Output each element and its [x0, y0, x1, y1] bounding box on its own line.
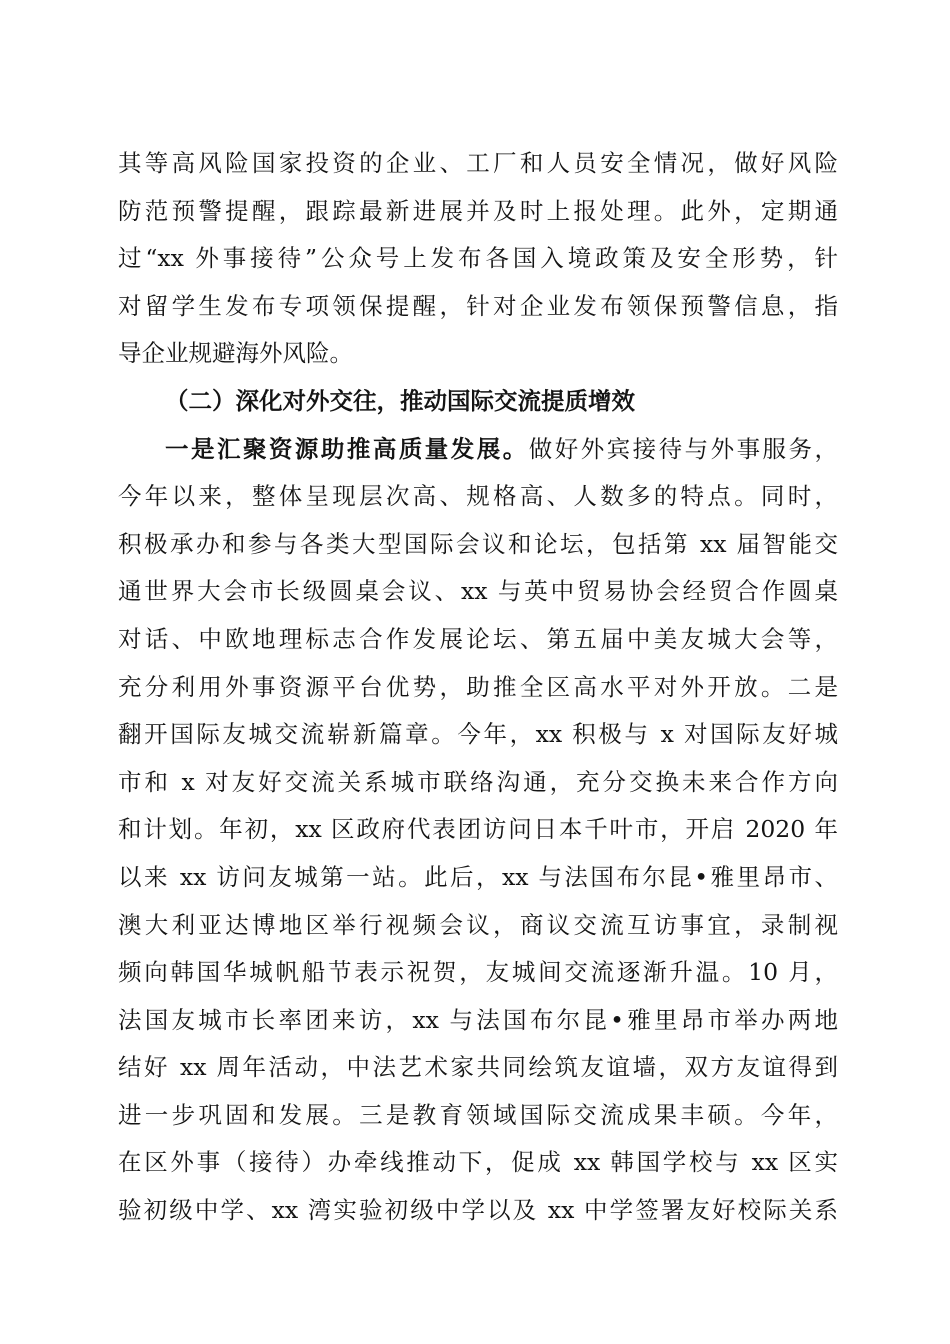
document-body: [118, 140, 838, 1235]
text-line: 以来 xx 访问友城第一站。此后，xx 与法国布尔昆•雅里昂市、: [118, 862, 838, 891]
text-line: 在区外事（接待）办牵线推动下，促成 xx 韩国学校与 xx 区实: [118, 1148, 838, 1177]
paragraph-lead-rest: 做好外宾接待与外事服务，: [528, 434, 839, 463]
text-line: 积极承办和参与各类大型国际会议和论坛，包括第 xx 届智能交: [118, 529, 838, 558]
text-line: 频向韩国华城帆船节表示祝贺，友城间交流逐渐升温。10 月，: [118, 958, 838, 987]
text-line: 通世界大会市长级圆桌会议、xx 与英中贸易协会经贸合作圆桌: [118, 577, 838, 606]
text-line: 过“xx 外事接待”公众号上发布各国入境政策及安全形势，针: [118, 244, 838, 273]
text-line: 澳大利亚达博地区举行视频会议，商议交流互访事宜，录制视: [118, 910, 838, 939]
text-line: 防范预警提醒，跟踪最新进展并及时上报处理。此外，定期通: [118, 196, 838, 225]
text-line: 和计划。年初，xx 区政府代表团访问日本千叶市，开启 2020 年: [118, 815, 838, 844]
text-line: 进一步巩固和发展。三是教育领域国际交流成果丰硕。今年，: [118, 1100, 838, 1129]
paragraph-lead-line: [118, 426, 838, 474]
text-line: 法国友城市长率团来访，xx 与法国布尔昆•雅里昂市举办两地: [118, 1005, 838, 1034]
paragraph-lead-bold: 一是汇聚资源助推高质量发展。: [165, 434, 529, 463]
text-line: 结好 xx 周年活动，中法艺术家共同绘筑友谊墙，双方友谊得到: [118, 1053, 838, 1082]
text-line: 其等高风险国家投资的企业、工厂和人员安全情况，做好风险: [118, 149, 838, 177]
text-line: 充分利用外事资源平台优势，助推全区高水平对外开放。二是: [118, 672, 838, 701]
text-line: 导企业规避海外风险。: [118, 339, 353, 368]
text-line: 对留学生发布专项领保提醒，针对企业发布领保预警信息，指: [118, 291, 838, 320]
text-line: 翻开国际友城交流崭新篇章。今年，xx 积极与 x 对国际友好城: [118, 720, 838, 749]
text-line: 市和 x 对友好交流关系城市联络沟通，充分交换未来合作方向: [118, 767, 838, 796]
text-line: 对话、中欧地理标志合作发展论坛、第五届中美友城大会等，: [118, 624, 838, 653]
text-line: 验初级中学、xx 湾实验初级中学以及 xx 中学签署友好校际关系: [118, 1196, 838, 1225]
section-heading: （二）深化对外交往，推动国际交流提质增效: [165, 386, 635, 415]
text-line: 今年以来，整体呈现层次高、规格高、人数多的特点。同时，: [118, 482, 838, 511]
